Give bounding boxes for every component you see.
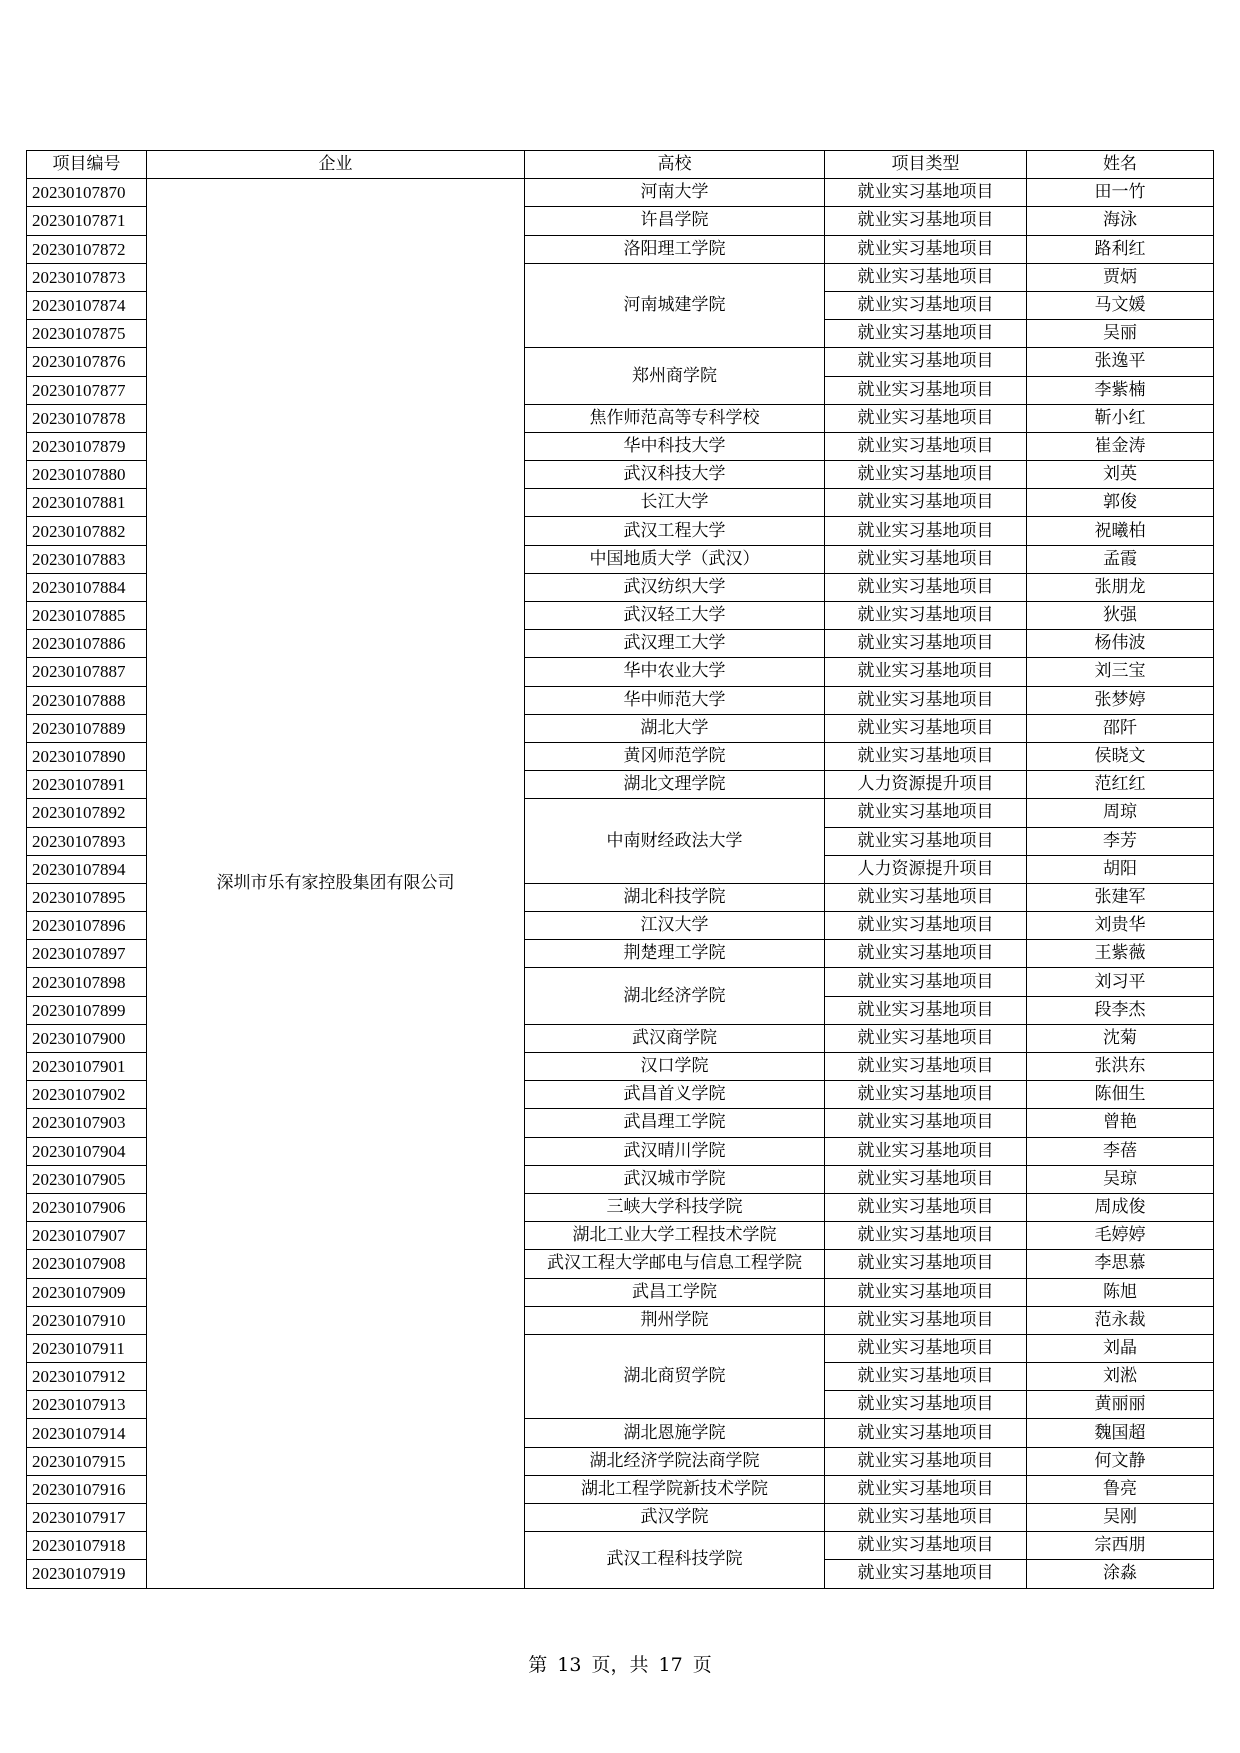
project-id-cell: 20230107902 <box>27 1081 147 1109</box>
school-cell: 长江大学 <box>525 489 825 517</box>
table-body <box>27 179 1214 1588</box>
project-type-cell: 就业实习基地项目 <box>825 207 1027 235</box>
person-name-cell: 吴刚 <box>1027 1504 1214 1532</box>
project-type-cell: 就业实习基地项目 <box>825 1475 1027 1503</box>
person-name-cell: 海泳 <box>1027 207 1214 235</box>
project-type-cell: 就业实习基地项目 <box>825 686 1027 714</box>
person-name-cell: 靳小红 <box>1027 404 1214 432</box>
person-name-cell: 刘习平 <box>1027 968 1214 996</box>
project-id-cell: 20230107885 <box>27 602 147 630</box>
project-type-cell: 就业实习基地项目 <box>825 545 1027 573</box>
project-id-cell: 20230107899 <box>27 996 147 1024</box>
project-type-cell: 就业实习基地项目 <box>825 1504 1027 1532</box>
project-id-cell: 20230107886 <box>27 630 147 658</box>
person-name-cell: 周琼 <box>1027 799 1214 827</box>
project-id-cell: 20230107889 <box>27 714 147 742</box>
school-cell: 华中科技大学 <box>525 432 825 460</box>
person-name-cell: 孟霞 <box>1027 545 1214 573</box>
school-cell: 湖北大学 <box>525 714 825 742</box>
project-id-cell: 20230107888 <box>27 686 147 714</box>
school-cell: 武昌首义学院 <box>525 1081 825 1109</box>
person-name-cell: 张朋龙 <box>1027 573 1214 601</box>
project-id-cell: 20230107910 <box>27 1306 147 1334</box>
project-type-cell: 就业实习基地项目 <box>825 404 1027 432</box>
header-row <box>27 151 1214 179</box>
project-id-cell: 20230107883 <box>27 545 147 573</box>
school-cell: 湖北商贸学院 <box>525 1334 825 1419</box>
person-name-cell: 李芳 <box>1027 827 1214 855</box>
school-cell: 汉口学院 <box>525 1053 825 1081</box>
school-cell: 河南城建学院 <box>525 263 825 348</box>
project-type-cell: 就业实习基地项目 <box>825 714 1027 742</box>
school-cell: 武汉城市学院 <box>525 1165 825 1193</box>
project-id-cell: 20230107912 <box>27 1363 147 1391</box>
person-name-cell: 刘晶 <box>1027 1334 1214 1362</box>
project-type-cell: 就业实习基地项目 <box>825 376 1027 404</box>
project-id-cell: 20230107871 <box>27 207 147 235</box>
project-id-cell: 20230107907 <box>27 1222 147 1250</box>
person-name-cell: 黄丽丽 <box>1027 1391 1214 1419</box>
person-name-cell: 吴琼 <box>1027 1165 1214 1193</box>
project-type-cell: 就业实习基地项目 <box>825 883 1027 911</box>
project-id-cell: 20230107882 <box>27 517 147 545</box>
person-name-cell: 李思慕 <box>1027 1250 1214 1278</box>
school-cell: 武汉工程科技学院 <box>525 1532 825 1588</box>
person-name-cell: 周成俊 <box>1027 1193 1214 1221</box>
person-name-cell: 田一竹 <box>1027 179 1214 207</box>
person-name-cell: 马文媛 <box>1027 291 1214 319</box>
project-id-cell: 20230107877 <box>27 376 147 404</box>
school-cell: 湖北工程学院新技术学院 <box>525 1475 825 1503</box>
school-cell: 中南财经政法大学 <box>525 799 825 884</box>
person-name-cell: 毛婷婷 <box>1027 1222 1214 1250</box>
project-id-cell: 20230107915 <box>27 1447 147 1475</box>
project-type-cell: 就业实习基地项目 <box>825 996 1027 1024</box>
project-type-cell: 就业实习基地项目 <box>825 320 1027 348</box>
project-id-cell: 20230107895 <box>27 883 147 911</box>
project-id-cell: 20230107903 <box>27 1109 147 1137</box>
person-name-cell: 刘淞 <box>1027 1363 1214 1391</box>
project-type-cell: 就业实习基地项目 <box>825 461 1027 489</box>
project-type-cell: 就业实习基地项目 <box>825 1306 1027 1334</box>
project-type-cell: 就业实习基地项目 <box>825 1024 1027 1052</box>
project-type-cell: 就业实习基地项目 <box>825 1165 1027 1193</box>
school-cell: 湖北经济学院 <box>525 968 825 1024</box>
project-id-cell: 20230107896 <box>27 912 147 940</box>
project-type-cell: 就业实习基地项目 <box>825 968 1027 996</box>
header-name: 姓名 <box>1027 151 1214 179</box>
project-type-cell: 就业实习基地项目 <box>825 1532 1027 1560</box>
footer-middle: 页，共 <box>591 1654 649 1676</box>
project-type-cell: 就业实习基地项目 <box>825 1053 1027 1081</box>
school-cell: 荆州学院 <box>525 1306 825 1334</box>
person-name-cell: 刘三宝 <box>1027 658 1214 686</box>
header-project-id: 项目编号 <box>27 151 147 179</box>
project-type-cell: 就业实习基地项目 <box>825 1363 1027 1391</box>
school-cell: 武昌工学院 <box>525 1278 825 1306</box>
enterprise-cell: 深圳市乐有家控股集团有限公司 <box>147 179 525 1588</box>
project-id-cell: 20230107876 <box>27 348 147 376</box>
project-type-cell: 就业实习基地项目 <box>825 658 1027 686</box>
project-id-cell: 20230107874 <box>27 291 147 319</box>
project-type-cell: 就业实习基地项目 <box>825 432 1027 460</box>
project-id-cell: 20230107906 <box>27 1193 147 1221</box>
project-type-cell: 就业实习基地项目 <box>825 489 1027 517</box>
project-type-cell: 就业实习基地项目 <box>825 602 1027 630</box>
project-id-cell: 20230107894 <box>27 855 147 883</box>
person-name-cell: 邵阡 <box>1027 714 1214 742</box>
project-id-cell: 20230107908 <box>27 1250 147 1278</box>
project-id-cell: 20230107905 <box>27 1165 147 1193</box>
project-id-cell: 20230107901 <box>27 1053 147 1081</box>
school-cell: 华中农业大学 <box>525 658 825 686</box>
project-id-cell: 20230107881 <box>27 489 147 517</box>
person-name-cell: 胡阳 <box>1027 855 1214 883</box>
project-id-cell: 20230107879 <box>27 432 147 460</box>
project-id-cell: 20230107918 <box>27 1532 147 1560</box>
project-id-cell: 20230107880 <box>27 461 147 489</box>
person-name-cell: 张洪东 <box>1027 1053 1214 1081</box>
project-id-cell: 20230107893 <box>27 827 147 855</box>
person-name-cell: 段李杰 <box>1027 996 1214 1024</box>
footer-suffix: 页 <box>692 1654 712 1676</box>
project-id-cell: 20230107890 <box>27 742 147 770</box>
person-name-cell: 吴丽 <box>1027 320 1214 348</box>
school-cell: 武汉纺织大学 <box>525 573 825 601</box>
school-cell: 郑州商学院 <box>525 348 825 404</box>
project-id-cell: 20230107875 <box>27 320 147 348</box>
project-id-cell: 20230107913 <box>27 1391 147 1419</box>
person-name-cell: 涂淼 <box>1027 1560 1214 1588</box>
page-footer <box>0 1650 1240 1677</box>
project-type-cell: 就业实习基地项目 <box>825 1447 1027 1475</box>
person-name-cell: 范永裁 <box>1027 1306 1214 1334</box>
school-cell: 湖北恩施学院 <box>525 1419 825 1447</box>
header-enterprise: 企业 <box>147 151 525 179</box>
project-type-cell: 就业实习基地项目 <box>825 1334 1027 1362</box>
project-id-cell: 20230107872 <box>27 235 147 263</box>
project-type-cell: 就业实习基地项目 <box>825 1419 1027 1447</box>
person-name-cell: 沈菊 <box>1027 1024 1214 1052</box>
school-cell: 湖北经济学院法商学院 <box>525 1447 825 1475</box>
project-type-cell: 就业实习基地项目 <box>825 630 1027 658</box>
school-cell: 武汉工程大学邮电与信息工程学院 <box>525 1250 825 1278</box>
project-id-cell: 20230107884 <box>27 573 147 601</box>
school-cell: 湖北文理学院 <box>525 771 825 799</box>
person-name-cell: 崔金涛 <box>1027 432 1214 460</box>
person-name-cell: 王紫薇 <box>1027 940 1214 968</box>
project-type-cell: 就业实习基地项目 <box>825 1278 1027 1306</box>
project-type-cell: 就业实习基地项目 <box>825 517 1027 545</box>
person-name-cell: 贾炳 <box>1027 263 1214 291</box>
person-name-cell: 鲁亮 <box>1027 1475 1214 1503</box>
project-id-cell: 20230107898 <box>27 968 147 996</box>
project-type-cell: 就业实习基地项目 <box>825 235 1027 263</box>
school-cell: 许昌学院 <box>525 207 825 235</box>
project-id-cell: 20230107887 <box>27 658 147 686</box>
person-name-cell: 路利红 <box>1027 235 1214 263</box>
project-type-cell: 就业实习基地项目 <box>825 827 1027 855</box>
person-name-cell: 张逸平 <box>1027 348 1214 376</box>
person-name-cell: 范红红 <box>1027 771 1214 799</box>
table-row <box>27 179 1214 207</box>
person-name-cell: 陈旭 <box>1027 1278 1214 1306</box>
project-type-cell: 就业实习基地项目 <box>825 1081 1027 1109</box>
school-cell: 武汉学院 <box>525 1504 825 1532</box>
project-type-cell: 就业实习基地项目 <box>825 263 1027 291</box>
school-cell: 华中师范大学 <box>525 686 825 714</box>
school-cell: 荆楚理工学院 <box>525 940 825 968</box>
person-name-cell: 刘英 <box>1027 461 1214 489</box>
project-id-cell: 20230107911 <box>27 1334 147 1362</box>
school-cell: 武昌理工学院 <box>525 1109 825 1137</box>
school-cell: 湖北科技学院 <box>525 883 825 911</box>
person-name-cell: 张梦婷 <box>1027 686 1214 714</box>
project-type-cell: 就业实习基地项目 <box>825 742 1027 770</box>
project-type-cell: 就业实习基地项目 <box>825 1137 1027 1165</box>
project-type-cell: 就业实习基地项目 <box>825 1391 1027 1419</box>
project-id-cell: 20230107891 <box>27 771 147 799</box>
person-name-cell: 李紫楠 <box>1027 376 1214 404</box>
project-type-cell: 就业实习基地项目 <box>825 912 1027 940</box>
project-id-cell: 20230107900 <box>27 1024 147 1052</box>
school-cell: 武汉晴川学院 <box>525 1137 825 1165</box>
footer-prefix: 第 <box>528 1654 548 1676</box>
project-type-cell: 就业实习基地项目 <box>825 573 1027 601</box>
project-type-cell: 就业实习基地项目 <box>825 1109 1027 1137</box>
project-type-cell: 就业实习基地项目 <box>825 291 1027 319</box>
project-id-cell: 20230107873 <box>27 263 147 291</box>
school-cell: 中国地质大学（武汉） <box>525 545 825 573</box>
project-type-cell: 人力资源提升项目 <box>825 771 1027 799</box>
school-cell: 湖北工业大学工程技术学院 <box>525 1222 825 1250</box>
school-cell: 三峡大学科技学院 <box>525 1193 825 1221</box>
person-name-cell: 杨伟波 <box>1027 630 1214 658</box>
person-name-cell: 何文静 <box>1027 1447 1214 1475</box>
person-name-cell: 张建军 <box>1027 883 1214 911</box>
person-name-cell: 宗西朋 <box>1027 1532 1214 1560</box>
school-cell: 江汉大学 <box>525 912 825 940</box>
person-name-cell: 魏国超 <box>1027 1419 1214 1447</box>
header-project-type: 项目类型 <box>825 151 1027 179</box>
school-cell: 武汉轻工大学 <box>525 602 825 630</box>
school-cell: 焦作师范高等专科学校 <box>525 404 825 432</box>
school-cell: 洛阳理工学院 <box>525 235 825 263</box>
person-name-cell: 刘贵华 <box>1027 912 1214 940</box>
project-type-cell: 就业实习基地项目 <box>825 179 1027 207</box>
project-type-cell: 就业实习基地项目 <box>825 1560 1027 1588</box>
person-name-cell: 狄强 <box>1027 602 1214 630</box>
project-id-cell: 20230107916 <box>27 1475 147 1503</box>
project-id-cell: 20230107914 <box>27 1419 147 1447</box>
project-id-cell: 20230107904 <box>27 1137 147 1165</box>
project-id-cell: 20230107878 <box>27 404 147 432</box>
project-type-cell: 就业实习基地项目 <box>825 1250 1027 1278</box>
project-type-cell: 就业实习基地项目 <box>825 348 1027 376</box>
school-cell: 武汉理工大学 <box>525 630 825 658</box>
project-type-cell: 就业实习基地项目 <box>825 799 1027 827</box>
project-type-cell: 就业实习基地项目 <box>825 1222 1027 1250</box>
project-id-cell: 20230107897 <box>27 940 147 968</box>
project-id-cell: 20230107870 <box>27 179 147 207</box>
project-id-cell: 20230107919 <box>27 1560 147 1588</box>
project-id-cell: 20230107892 <box>27 799 147 827</box>
person-name-cell: 祝曦柏 <box>1027 517 1214 545</box>
footer-total-pages: 17 <box>658 1654 683 1676</box>
project-table <box>26 150 1214 1589</box>
school-cell: 武汉工程大学 <box>525 517 825 545</box>
school-cell: 黄冈师范学院 <box>525 742 825 770</box>
project-type-cell: 人力资源提升项目 <box>825 855 1027 883</box>
footer-page-number: 13 <box>557 1654 582 1676</box>
header-school: 高校 <box>525 151 825 179</box>
person-name-cell: 郭俊 <box>1027 489 1214 517</box>
person-name-cell: 侯晓文 <box>1027 742 1214 770</box>
school-cell: 河南大学 <box>525 179 825 207</box>
person-name-cell: 李蓓 <box>1027 1137 1214 1165</box>
school-cell: 武汉商学院 <box>525 1024 825 1052</box>
school-cell: 武汉科技大学 <box>525 461 825 489</box>
person-name-cell: 陈佃生 <box>1027 1081 1214 1109</box>
project-id-cell: 20230107917 <box>27 1504 147 1532</box>
project-type-cell: 就业实习基地项目 <box>825 940 1027 968</box>
person-name-cell: 曾艳 <box>1027 1109 1214 1137</box>
project-type-cell: 就业实习基地项目 <box>825 1193 1027 1221</box>
project-id-cell: 20230107909 <box>27 1278 147 1306</box>
